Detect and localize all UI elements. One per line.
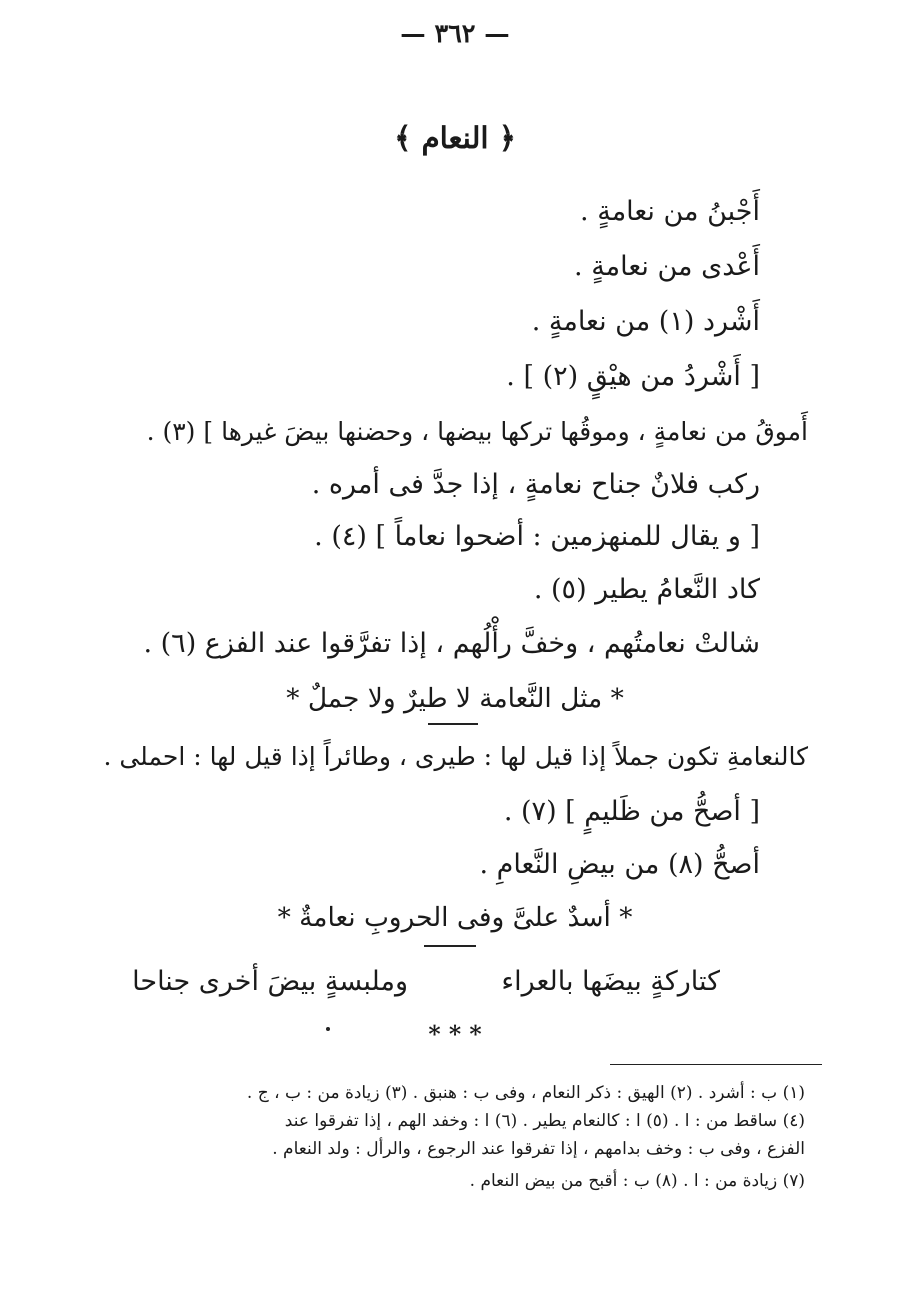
proverb-heading: * أسدٌ علىَّ وفى الحروبِ نعامةٌ * [277,902,633,933]
footnote-line: (٤) ساقط من : ا . (٥) ا : كالنعام يطير . (٦) ا : وخفد الهم ، إذا تفرقوا عند [284,1111,805,1131]
proverb-line: شالتْ نعامتُهم ، وخفَّ رأْلُهم ، إذا تفرَّقوا عند الفزع (٦) . [143,628,760,659]
proverb-line: ركب فلانٌ جناح نعامةٍ ، إذا جدَّ فى أمره . [311,469,760,500]
proverb-line: [ و يقال للمنهزمين : أضحوا نعاماً ] (٤) . [314,521,760,552]
proverb-line: أَشْرد (١) من نعامةٍ . [531,306,760,337]
section-end-stars: * * * [428,1020,482,1048]
ink-dot [326,1027,330,1031]
proverb-line: أَموقُ من نعامةٍ ، وموقُها تركها بيضها ، وحضنها بيضَ غيرها ] (٣) . [146,417,808,446]
proverb-line: [ أَشْردُ من هيْقٍ (٢) ] . [506,361,760,392]
proverb-line: أَجْبنُ من نعامةٍ . [580,196,760,227]
page-number: — ٣٦٢ — [400,18,510,48]
footnote-line: الفزع ، وفى ب : وخف بدامهم ، إذا تفرقوا عند الرجوع ، والرأل : ولد النعام . [272,1139,805,1159]
verse-hemistich-first: كتاركةٍ بيضَها بالعراء [501,966,720,997]
proverb-line: أصحُّ (٨) من بيضِ النَّعامِ . [479,849,760,880]
proverb-line: أَعْدى من نعامةٍ . [574,251,760,282]
proverb-line: كالنعامةِ تكون جملاً إذا قيل لها : طيرى ، وطائراً إذا قيل لها : احملى . [103,742,808,771]
proverb-line: كاد النَّعامُ يطير (٥) . [533,574,760,605]
short-divider [424,945,476,947]
footnote-line: (٧) زيادة من : ا . (٨) ب : أقبح من بيض النعام . [469,1171,805,1191]
section-title: ﴿ النعام ﴾ [394,120,516,155]
short-divider [428,723,478,725]
footnote-line: (١) ب : أشرد . (٢) الهيق : ذكر النعام ، وفى ب : هنبق . (٣) زيادة من : ب ، ج . [246,1083,805,1103]
footnote-separator [610,1064,822,1065]
proverb-line: [ أصحُّ من ظَليمٍ ] (٧) . [503,796,760,827]
proverb-heading: * مثل النَّعامة لا طيرٌ ولا جملٌ * [286,683,624,714]
verse-hemistich-second: وملبسةٍ بيضَ أخرى جناحا [132,966,408,997]
